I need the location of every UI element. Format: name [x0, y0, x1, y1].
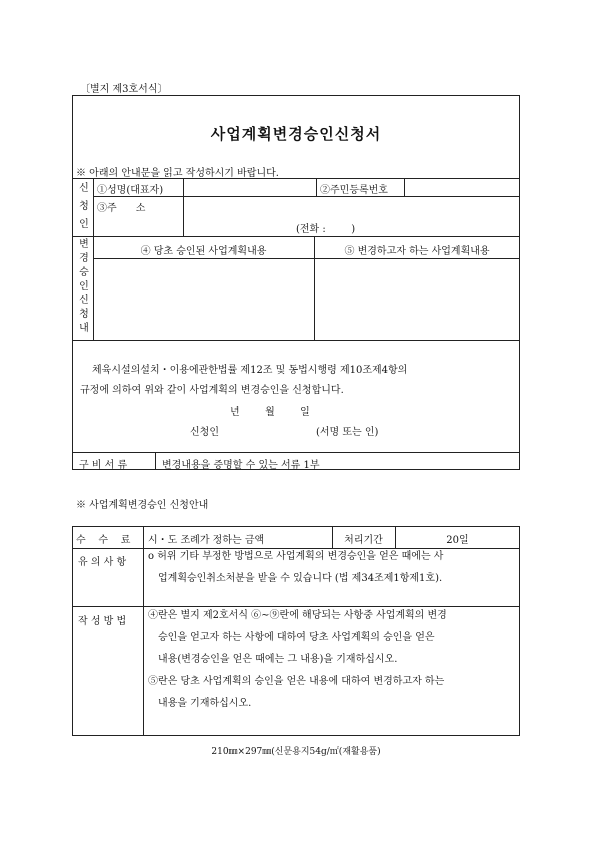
desired-plan-label: ⑤ 변경하고자 하는 사업계획내용: [344, 246, 490, 257]
form-title: 사업계획변경승인신청서: [210, 125, 382, 143]
caution-line-2: 업계획승인취소처분을 받을 수 있습니다 (법 제34조제1항제1호).: [158, 573, 443, 584]
method-line-2: 승인을 얻고자 하는 사항에 대하여 당초 사업계획의 승인을 얻은: [158, 632, 435, 643]
phone-label: (전화 : ): [296, 224, 356, 235]
address-label: ③주 소: [97, 203, 146, 214]
divider: [316, 178, 317, 196]
fee-value: 시・도 조례가 정하는 금액: [148, 535, 265, 546]
paper-spec-footer: 210㎜×297㎜(신문용지54g/㎡(재활용품): [211, 747, 381, 757]
divider: [155, 452, 156, 470]
divider: [72, 340, 520, 341]
declaration-applicant-label: 신청인: [190, 427, 219, 438]
divider: [143, 526, 144, 736]
desired-plan-field[interactable]: [316, 260, 517, 338]
regno-field[interactable]: [407, 179, 517, 195]
divider: [72, 452, 520, 453]
form-notice: ※ 아래의 안내문을 읽고 작성하시기 바랍니다.: [76, 168, 279, 179]
documents-value: 변경내용을 증명할 수 있는 서류 1부: [162, 460, 320, 471]
period-value: 20일: [446, 535, 469, 546]
caution-label: 유 의 사 항: [78, 557, 127, 568]
declaration-line-1: 체육시설의설치・이용에관한법률 제12조 및 동법시행령 제10조제4항의: [92, 365, 408, 376]
applicant-side-label: 신 청 인: [79, 183, 89, 230]
signature-field[interactable]: [240, 420, 310, 436]
declaration-date: 년 월 일: [230, 407, 310, 418]
caution-line-1: o 허위 기타 부정한 방법으로 사업계획의 변경승인을 얻은 때에는 사: [148, 551, 444, 562]
method-line-4: ⑤란은 당초 사업계획의 승인을 얻은 내용에 대하여 변경하고자 하는: [148, 676, 445, 687]
approved-plan-label: ④ 당초 승인된 사업계획내용: [140, 246, 267, 257]
method-label: 작 성 방 법: [78, 616, 127, 627]
fee-label: 수 수 료: [76, 535, 131, 546]
divider: [404, 178, 405, 196]
method-line-3: 내용(변경승인을 얻은 때에는 그 내용)을 기재하십시오.: [158, 654, 398, 665]
divider: [93, 178, 94, 340]
guide-title: ※ 사업계획변경승인 신청안내: [76, 500, 209, 511]
divider: [183, 178, 184, 236]
regno-label: ②주민등록번호: [320, 185, 388, 196]
divider: [93, 258, 520, 259]
name-field[interactable]: [186, 179, 314, 195]
divider: [72, 236, 520, 237]
declaration-line-2: 규정에 의하여 위와 같이 사업계획의 변경승인을 신청합니다.: [80, 385, 344, 396]
address-field[interactable]: [186, 197, 516, 219]
documents-label: 구 비 서 류: [79, 460, 128, 471]
name-label: ①성명(대표자): [97, 185, 164, 196]
form-number-label: 〔별지 제3호서식〕: [80, 84, 168, 95]
approved-plan-field[interactable]: [95, 260, 311, 338]
method-line-1: ④란은 별지 제2호서식 ⑥∼⑨란에 해당되는 사항중 사업계획의 변경: [148, 610, 447, 621]
signature-label: (서명 또는 인): [316, 427, 379, 438]
change-side-label: 변 경 승 인 신 청 내: [79, 239, 89, 334]
method-line-5: 내용을 기재하십시오.: [158, 698, 252, 709]
period-label: 처리기간: [344, 535, 383, 546]
